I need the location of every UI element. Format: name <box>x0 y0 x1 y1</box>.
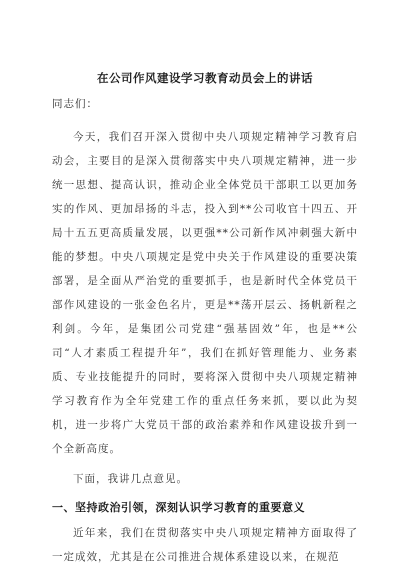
salutation: 同志们： <box>52 98 98 110</box>
section-heading-1: 一、坚持政治引领，深刻认识学习教育的重要意义 <box>52 501 305 514</box>
body-paragraph-section-1: 近年来，我们在贯彻落实中央八项规定精神方面取得了一定成效，尤其是在公司推进合规体系建设以来，在规范 <box>52 527 358 563</box>
body-paragraph-transition: 下面，我讲几点意见。 <box>73 473 188 485</box>
body-paragraph-opening: 今天，我们召开深入贯彻中央八项规定精神学习教育启动会，主要目的是深入贯彻落实中央八项规定精神，进一步统一思想、提高认识，推动企业全体党员干部职工以更加务实的作风、更加昂扬的斗志，投入到**公司收官十四五、开局十五五更高质量发展，以更强**公司新作风冲刺强大新中能的梦想。中央八项规定是党中央关于作风建设的重要决策部署，是全面从严治党的重要抓手，也是新时代全体党员干部作风建设的一张金色名片，更是**荡开层云、扬帆新程之利剑。今年，是集团公司党建“强基固效”年，也是**公司“人才素质工程提升年”，我们在抓好管理能力、业务素质、专业技能提升的同时，要将深入贯彻中央八项规定精神学习教育作为全年党建工作的重点任务来抓，要以此为契机，进一步将广大党员干部的政治素养和作风建设拔升到一个全新高度。 <box>52 131 358 455</box>
document-title: 在公司作风建设学习教育动员会上的讲话 <box>97 71 313 85</box>
